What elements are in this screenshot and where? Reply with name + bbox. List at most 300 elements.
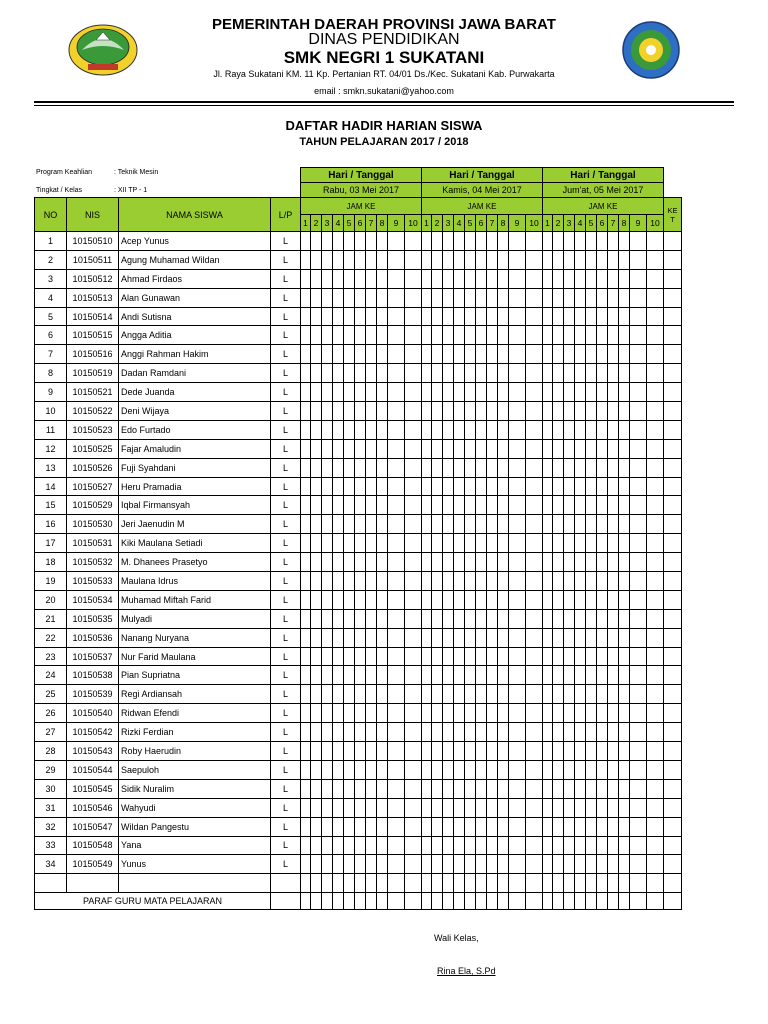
- attendance-cell: [333, 534, 344, 553]
- attendance-cell: [487, 326, 498, 345]
- attendance-cell: [564, 590, 575, 609]
- attendance-cell: [575, 704, 586, 723]
- attendance-cell: [405, 439, 422, 458]
- attendance-cell: [553, 590, 564, 609]
- attendance-cell: [575, 269, 586, 288]
- attendance-cell: [377, 628, 388, 647]
- attendance-cell: [564, 685, 575, 704]
- student-gender: L: [271, 383, 301, 402]
- attendance-cell: [647, 477, 664, 496]
- attendance-cell: [630, 515, 647, 534]
- attendance-cell: [432, 666, 443, 685]
- attendance-cell: [443, 572, 454, 591]
- signature-cell: [301, 893, 311, 910]
- attendance-cell: [498, 704, 509, 723]
- signature-cell: [422, 893, 432, 910]
- attendance-cell: [630, 742, 647, 761]
- empty-cell: [586, 874, 597, 893]
- attendance-cell: [405, 534, 422, 553]
- attendance-cell: [586, 647, 597, 666]
- attendance-cell: [355, 534, 366, 553]
- period-number: 7: [487, 215, 498, 232]
- attendance-cell: [498, 609, 509, 628]
- attendance-cell: [322, 855, 333, 874]
- student-no: 26: [35, 704, 67, 723]
- empty-cell: [119, 874, 271, 893]
- attendance-cell: [422, 817, 432, 836]
- attendance-cell: [366, 685, 377, 704]
- attendance-cell: [543, 704, 553, 723]
- attendance-cell: [405, 250, 422, 269]
- attendance-cell: [575, 609, 586, 628]
- attendance-cell: [647, 250, 664, 269]
- attendance-cell: [553, 364, 564, 383]
- attendance-cell: [377, 647, 388, 666]
- attendance-cell: [543, 855, 553, 874]
- attendance-cell: [476, 496, 487, 515]
- student-no: 18: [35, 553, 67, 572]
- attendance-cell: [476, 836, 487, 855]
- attendance-cell: [630, 590, 647, 609]
- attendance-cell: [630, 250, 647, 269]
- attendance-cell: [355, 609, 366, 628]
- attendance-cell: [405, 553, 422, 572]
- attendance-cell: [454, 572, 465, 591]
- attendance-cell: [498, 458, 509, 477]
- attendance-cell: [487, 628, 498, 647]
- signature-cell: [630, 893, 647, 910]
- attendance-cell: [664, 723, 682, 742]
- table-row: [35, 402, 682, 421]
- attendance-cell: [405, 760, 422, 779]
- attendance-cell: [553, 232, 564, 251]
- attendance-cell: [608, 836, 619, 855]
- attendance-cell: [344, 364, 355, 383]
- student-nis: 10150544: [67, 760, 119, 779]
- day-header: Hari / Tanggal: [422, 168, 543, 183]
- student-gender: L: [271, 232, 301, 251]
- attendance-cell: [575, 345, 586, 364]
- attendance-cell: [597, 288, 608, 307]
- attendance-cell: [311, 817, 322, 836]
- attendance-cell: [443, 515, 454, 534]
- attendance-cell: [388, 553, 405, 572]
- attendance-cell: [526, 326, 543, 345]
- student-no: 30: [35, 779, 67, 798]
- attendance-cell: [301, 779, 311, 798]
- signature-cell: [311, 893, 322, 910]
- attendance-cell: [498, 402, 509, 421]
- attendance-cell: [311, 420, 322, 439]
- attendance-cell: [630, 326, 647, 345]
- attendance-cell: [526, 250, 543, 269]
- attendance-cell: [498, 590, 509, 609]
- attendance-cell: [405, 704, 422, 723]
- student-name: Maulana Idrus: [119, 572, 271, 591]
- student-name: Agung Muhamad Wildan: [119, 250, 271, 269]
- attendance-cell: [476, 685, 487, 704]
- attendance-cell: [355, 269, 366, 288]
- attendance-cell: [509, 307, 526, 326]
- attendance-cell: [333, 628, 344, 647]
- signature-cell: [443, 893, 454, 910]
- empty-cell: [377, 874, 388, 893]
- signature-cell: [322, 893, 333, 910]
- empty-cell: [443, 874, 454, 893]
- signature-role: Wali Kelas,: [434, 933, 479, 943]
- signature-cell: [564, 893, 575, 910]
- empty-cell: [366, 874, 377, 893]
- attendance-cell: [355, 836, 366, 855]
- attendance-cell: [422, 779, 432, 798]
- period-number: 6: [476, 215, 487, 232]
- student-no: 5: [35, 307, 67, 326]
- attendance-cell: [526, 383, 543, 402]
- student-no: 31: [35, 798, 67, 817]
- period-number: 2: [311, 215, 322, 232]
- attendance-cell: [311, 269, 322, 288]
- attendance-cell: [443, 232, 454, 251]
- attendance-cell: [597, 647, 608, 666]
- attendance-cell: [608, 590, 619, 609]
- attendance-cell: [526, 496, 543, 515]
- attendance-cell: [432, 723, 443, 742]
- empty-cell: [575, 874, 586, 893]
- attendance-cell: [597, 250, 608, 269]
- attendance-cell: [311, 326, 322, 345]
- signature-cell: [586, 893, 597, 910]
- attendance-cell: [344, 666, 355, 685]
- attendance-cell: [586, 345, 597, 364]
- table-row: [35, 326, 682, 345]
- attendance-cell: [422, 250, 432, 269]
- attendance-cell: [301, 798, 311, 817]
- attendance-cell: [575, 383, 586, 402]
- attendance-cell: [543, 609, 553, 628]
- attendance-cell: [377, 439, 388, 458]
- program-value: : Teknik Mesin: [114, 169, 159, 176]
- attendance-cell: [543, 572, 553, 591]
- attendance-cell: [454, 723, 465, 742]
- student-nis: 10150532: [67, 553, 119, 572]
- ket-spacer: [664, 183, 682, 198]
- period-number: 10: [647, 215, 664, 232]
- attendance-cell: [366, 723, 377, 742]
- attendance-cell: [405, 402, 422, 421]
- attendance-cell: [366, 326, 377, 345]
- student-name: Heru Pramadia: [119, 477, 271, 496]
- attendance-cell: [322, 723, 333, 742]
- attendance-cell: [377, 458, 388, 477]
- attendance-cell: [322, 269, 333, 288]
- attendance-cell: [465, 685, 476, 704]
- signature-cell: [619, 893, 630, 910]
- attendance-cell: [443, 383, 454, 402]
- attendance-cell: [344, 477, 355, 496]
- attendance-cell: [487, 515, 498, 534]
- attendance-cell: [608, 420, 619, 439]
- attendance-cell: [355, 420, 366, 439]
- attendance-cell: [366, 647, 377, 666]
- attendance-cell: [619, 307, 630, 326]
- attendance-cell: [422, 439, 432, 458]
- attendance-cell: [422, 402, 432, 421]
- attendance-cell: [553, 855, 564, 874]
- attendance-cell: [355, 760, 366, 779]
- attendance-cell: [564, 439, 575, 458]
- attendance-cell: [553, 439, 564, 458]
- attendance-cell: [422, 590, 432, 609]
- attendance-cell: [422, 477, 432, 496]
- attendance-cell: [432, 458, 443, 477]
- table-row: [35, 609, 682, 628]
- attendance-cell: [586, 250, 597, 269]
- attendance-cell: [564, 232, 575, 251]
- student-nis: 10150536: [67, 628, 119, 647]
- attendance-cell: [526, 288, 543, 307]
- period-number: 7: [608, 215, 619, 232]
- attendance-cell: [608, 798, 619, 817]
- attendance-cell: [454, 326, 465, 345]
- attendance-cell: [344, 420, 355, 439]
- table-row: [35, 685, 682, 704]
- attendance-cell: [405, 666, 422, 685]
- attendance-cell: [301, 477, 311, 496]
- attendance-cell: [301, 383, 311, 402]
- attendance-cell: [311, 383, 322, 402]
- attendance-cell: [443, 326, 454, 345]
- attendance-cell: [405, 742, 422, 761]
- attendance-cell: [355, 855, 366, 874]
- attendance-cell: [333, 572, 344, 591]
- attendance-cell: [476, 628, 487, 647]
- student-gender: L: [271, 685, 301, 704]
- header-line-1: PEMERINTAH DAERAH PROVINSI JAWA BARAT: [212, 16, 556, 33]
- attendance-cell: [509, 553, 526, 572]
- signature-cell: [526, 893, 543, 910]
- attendance-cell: [564, 855, 575, 874]
- attendance-cell: [432, 836, 443, 855]
- attendance-cell: [597, 742, 608, 761]
- attendance-cell: [498, 647, 509, 666]
- attendance-cell: [630, 666, 647, 685]
- attendance-cell: [619, 628, 630, 647]
- attendance-cell: [509, 232, 526, 251]
- attendance-cell: [509, 269, 526, 288]
- student-no: 20: [35, 590, 67, 609]
- attendance-cell: [509, 250, 526, 269]
- attendance-cell: [465, 855, 476, 874]
- attendance-cell: [322, 817, 333, 836]
- student-nis: 10150523: [67, 420, 119, 439]
- attendance-cell: [344, 685, 355, 704]
- attendance-cell: [422, 685, 432, 704]
- student-nis: 10150529: [67, 496, 119, 515]
- signature-cell: [366, 893, 377, 910]
- attendance-cell: [630, 855, 647, 874]
- attendance-cell: [405, 817, 422, 836]
- attendance-cell: [422, 232, 432, 251]
- student-name: Angga Aditia: [119, 326, 271, 345]
- student-name: Iqbal Firmansyah: [119, 496, 271, 515]
- table-row: [35, 553, 682, 572]
- attendance-cell: [465, 364, 476, 383]
- attendance-cell: [608, 742, 619, 761]
- signature-cell: [498, 893, 509, 910]
- attendance-cell: [311, 590, 322, 609]
- student-nis: 10150515: [67, 326, 119, 345]
- attendance-cell: [597, 402, 608, 421]
- attendance-cell: [443, 364, 454, 383]
- attendance-cell: [509, 439, 526, 458]
- header-divider: [34, 101, 734, 103]
- attendance-cell: [543, 798, 553, 817]
- attendance-cell: [465, 402, 476, 421]
- attendance-cell: [597, 609, 608, 628]
- attendance-cell: [586, 628, 597, 647]
- attendance-cell: [597, 723, 608, 742]
- attendance-cell: [543, 723, 553, 742]
- table-row: [35, 798, 682, 817]
- attendance-cell: [630, 779, 647, 798]
- attendance-cell: [564, 420, 575, 439]
- attendance-cell: [586, 572, 597, 591]
- attendance-cell: [366, 232, 377, 251]
- attendance-cell: [487, 855, 498, 874]
- attendance-cell: [333, 836, 344, 855]
- student-gender: L: [271, 269, 301, 288]
- attendance-cell: [647, 345, 664, 364]
- attendance-cell: [366, 269, 377, 288]
- attendance-cell: [311, 760, 322, 779]
- student-no: 13: [35, 458, 67, 477]
- attendance-cell: [487, 364, 498, 383]
- attendance-cell: [630, 760, 647, 779]
- attendance-cell: [564, 288, 575, 307]
- attendance-cell: [366, 496, 377, 515]
- attendance-cell: [333, 420, 344, 439]
- attendance-cell: [476, 779, 487, 798]
- student-gender: L: [271, 534, 301, 553]
- attendance-cell: [664, 269, 682, 288]
- attendance-cell: [454, 402, 465, 421]
- attendance-cell: [311, 402, 322, 421]
- attendance-cell: [586, 760, 597, 779]
- attendance-cell: [388, 345, 405, 364]
- empty-cell: [301, 874, 311, 893]
- attendance-cell: [344, 439, 355, 458]
- attendance-cell: [344, 628, 355, 647]
- period-number: 9: [388, 215, 405, 232]
- attendance-cell: [487, 232, 498, 251]
- student-no: 8: [35, 364, 67, 383]
- attendance-cell: [664, 364, 682, 383]
- attendance-cell: [487, 420, 498, 439]
- attendance-cell: [422, 269, 432, 288]
- student-nis: 10150512: [67, 269, 119, 288]
- attendance-cell: [366, 439, 377, 458]
- attendance-cell: [608, 572, 619, 591]
- attendance-cell: [422, 666, 432, 685]
- attendance-cell: [311, 553, 322, 572]
- attendance-cell: [322, 553, 333, 572]
- attendance-cell: [498, 345, 509, 364]
- student-nis: 10150545: [67, 779, 119, 798]
- period-number: 8: [619, 215, 630, 232]
- period-number: 3: [322, 215, 333, 232]
- attendance-cell: [465, 836, 476, 855]
- attendance-cell: [543, 326, 553, 345]
- attendance-cell: [377, 609, 388, 628]
- attendance-cell: [377, 250, 388, 269]
- attendance-cell: [664, 553, 682, 572]
- attendance-cell: [366, 345, 377, 364]
- attendance-cell: [322, 779, 333, 798]
- period-number: 4: [333, 215, 344, 232]
- attendance-cell: [344, 760, 355, 779]
- attendance-cell: [647, 817, 664, 836]
- empty-cell: [388, 874, 405, 893]
- student-no: 15: [35, 496, 67, 515]
- period-number: 3: [443, 215, 454, 232]
- student-name: Dadan Ramdani: [119, 364, 271, 383]
- student-no: 25: [35, 685, 67, 704]
- attendance-cell: [476, 534, 487, 553]
- day-header: Hari / Tanggal: [543, 168, 664, 183]
- attendance-cell: [465, 666, 476, 685]
- attendance-cell: [465, 817, 476, 836]
- attendance-cell: [311, 534, 322, 553]
- attendance-cell: [333, 402, 344, 421]
- attendance-cell: [476, 364, 487, 383]
- table-row: [35, 345, 682, 364]
- student-nis: 10150542: [67, 723, 119, 742]
- attendance-cell: [388, 609, 405, 628]
- attendance-cell: [664, 817, 682, 836]
- attendance-cell: [487, 817, 498, 836]
- attendance-cell: [575, 402, 586, 421]
- attendance-cell: [664, 666, 682, 685]
- attendance-cell: [344, 326, 355, 345]
- attendance-cell: [553, 609, 564, 628]
- attendance-cell: [301, 439, 311, 458]
- attendance-cell: [443, 628, 454, 647]
- attendance-cell: [344, 553, 355, 572]
- period-number: 10: [405, 215, 422, 232]
- attendance-cell: [311, 836, 322, 855]
- attendance-cell: [301, 307, 311, 326]
- attendance-cell: [344, 836, 355, 855]
- student-nis: 10150519: [67, 364, 119, 383]
- attendance-cell: [443, 704, 454, 723]
- attendance-cell: [454, 515, 465, 534]
- attendance-cell: [301, 345, 311, 364]
- attendance-cell: [476, 458, 487, 477]
- attendance-cell: [543, 232, 553, 251]
- attendance-cell: [311, 307, 322, 326]
- student-no: 2: [35, 250, 67, 269]
- attendance-cell: [333, 553, 344, 572]
- attendance-cell: [630, 647, 647, 666]
- attendance-cell: [630, 383, 647, 402]
- student-gender: L: [271, 628, 301, 647]
- attendance-cell: [526, 534, 543, 553]
- attendance-cell: [344, 609, 355, 628]
- signature-cell: [432, 893, 443, 910]
- empty-cell: [619, 874, 630, 893]
- table-row: [35, 307, 682, 326]
- attendance-cell: [476, 326, 487, 345]
